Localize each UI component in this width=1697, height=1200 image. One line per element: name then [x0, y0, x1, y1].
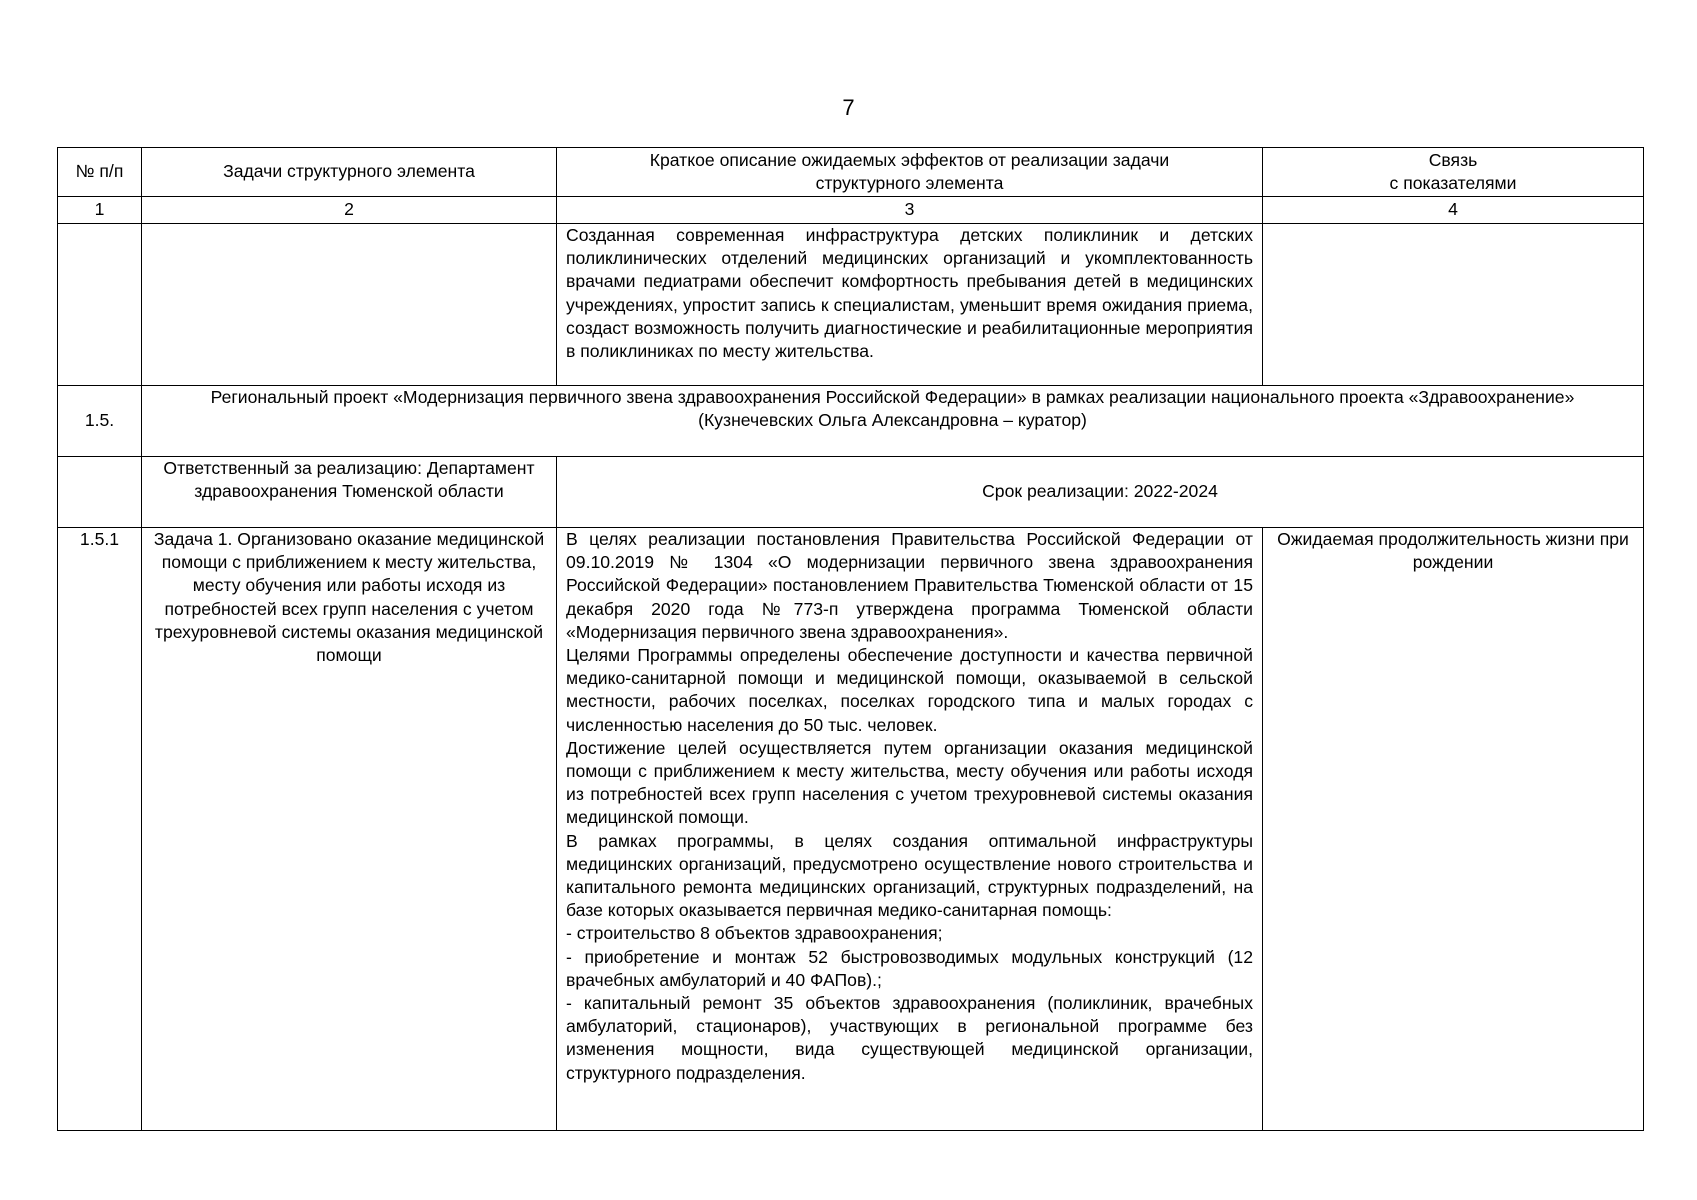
header-indicators-line2: с показателями — [1389, 173, 1517, 193]
column-number: 1 — [58, 197, 142, 224]
project-title-cell — [142, 386, 1644, 457]
task-effect-paragraph: В целях реализации постановления Правительства Российской Федерации от 09.10.2019 № 1304 «О модернизации первичного звена здравоохранения Российской Федерации» постановлением Правительства Тюменской области от 15 декабря 2020 года №773-п утверждена программа Тюменской области «Модернизация первичного звена здравоохранения». — [566, 529, 1253, 642]
responsible-text: Ответственный за реализацию: Департамент здравоохранения Тюменской области — [142, 457, 557, 528]
implementation-term: Срок реализации: 2022-2024 — [557, 457, 1644, 528]
task-effect-paragraph: Целями Программы определены обеспечение доступности и качества первичной медико-санитарной помощи и медицинской помощи, оказываемой в сельской местности, рабочих поселках, поселках городского типа и малых городах с численностью населения до 50 тыс. человек. — [566, 645, 1253, 735]
task-row — [58, 528, 1644, 1131]
task-effect-list-item: - строительство 8 объектов здравоохранения; — [566, 923, 943, 944]
task-effect-list-item: - приобретение и монтаж 52 быстровозводимых модульных конструкций (12 врачебных амбулаторий и 40 ФАПов).; — [566, 946, 1253, 990]
task-effect-paragraph: В рамках программы, в целях создания оптимальной инфраструктуры медицинских организаций, предусмотрено осуществление нового строительства и капитального ремонта медицинских организаций, структурных подразделений, на базе которых оказывается первичная медико-санитарная помощь: — [566, 830, 1253, 921]
task-effect-paragraph: Достижение целей осуществляется путем организации оказания медицинской помощи с приближением к месту жительства, месту обучения или работы исходя из потребностей всех групп населения с учетом трехуровневой системы оказания медицинской помощи. — [566, 737, 1253, 828]
responsible-row — [58, 457, 1644, 528]
continuation-number-cell — [58, 224, 142, 386]
header-indicators — [1263, 148, 1644, 197]
continuation-row — [58, 224, 1644, 386]
header-effects-line1: Краткое описание ожидаемых эффектов от реализации задачи — [649, 149, 1170, 170]
continuation-effects-text: Созданная современная инфраструктура детских поликлиник и детских поликлинических отделений медицинских организаций и укомплектованность врачами педиатрами обеспечит комфортность пребывания детей в медицинских учреждениях, упростит запись к специалистам, уменьшит время ожидания приема, создаст возможность получить диагностические и реабилитационные мероприятия в поликлиниках по месту жительства. — [557, 224, 1263, 386]
page-number: 7 — [842, 95, 855, 120]
column-number: 3 — [557, 197, 1263, 224]
task-indicator: Ожидаемая продолжительность жизни при рождении — [1263, 528, 1644, 1131]
table-header-row — [58, 148, 1644, 197]
header-tasks: Задачи структурного элемента — [142, 148, 557, 197]
continuation-task-cell — [142, 224, 557, 386]
header-indicators-line1: Связь — [1428, 149, 1478, 170]
header-number: № п/п — [58, 148, 142, 197]
task-number: 1.5.1 — [58, 528, 142, 1131]
column-number: 2 — [142, 197, 557, 224]
responsible-number-cell — [58, 457, 142, 528]
task-text: Задача 1. Организовано оказание медицинской помощи с приближением к месту жительства, месту обучения или работы исходя из потребностей всех групп населения с учетом трехуровневой системы оказания медицинской помощи — [142, 528, 557, 1131]
header-effects-line2: структурного элемента — [815, 173, 1004, 193]
column-numbers-row — [58, 197, 1644, 224]
header-effects — [557, 148, 1263, 197]
project-row — [58, 386, 1644, 457]
project-number: 1.5. — [58, 386, 142, 457]
project-title: Региональный проект «Модернизация первичного звена здравоохранения Российской Федерации» в рамках реализации национального проекта «Здравоохранение» — [210, 387, 1575, 407]
task-effect-list-item: - капитальный ремонт 35 объектов здравоохранения (поликлиник, врачебных амбулаторий, стационаров), участвующих в региональной программе без изменения мощности, вида существующей медицинской организации, структурного подразделения. — [566, 993, 1253, 1083]
task-effects-cell — [557, 528, 1263, 1131]
project-curator: (Кузнечевских Ольга Александровна – куратор) — [698, 410, 1087, 431]
continuation-indicator-cell — [1263, 224, 1644, 386]
column-number: 4 — [1263, 197, 1644, 224]
structural-elements-table — [57, 147, 1644, 1131]
